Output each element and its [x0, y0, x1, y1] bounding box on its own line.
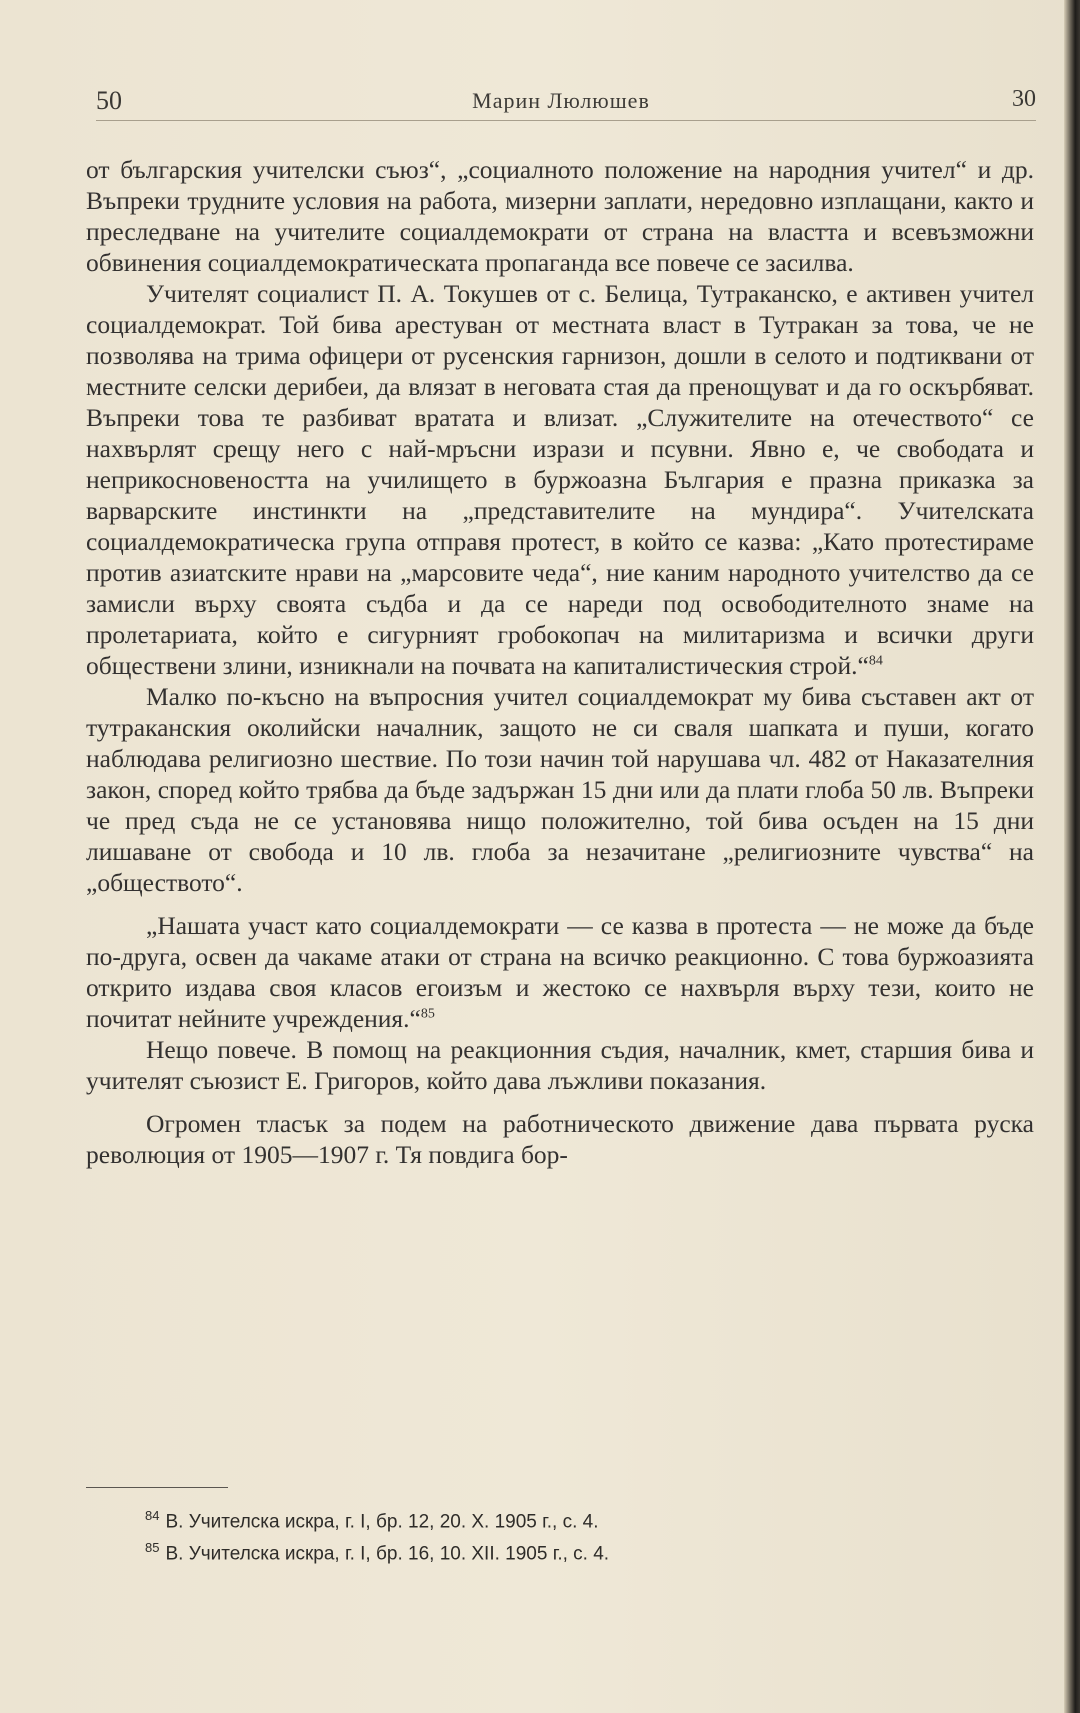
footnote	[145, 1503, 945, 1535]
binding-edge	[1064, 0, 1080, 1713]
paragraph-text: Огромен тласък за подем на работническото движение дава първата руска революция от 1905—1907 г. Тя повдига бор-	[86, 1109, 1034, 1169]
footnote-text: В. Учителска искра, г. I, бр. 16, 10. XII. 1905 г., с. 4.	[165, 1543, 610, 1565]
page-number: 50	[96, 86, 122, 115]
footnote-number: 84	[145, 1508, 160, 1523]
running-header	[86, 82, 1036, 122]
issue-number: 30	[1012, 86, 1036, 112]
footnote-text: В. Учителска искра, г. I, бр. 12, 20. X. 1905 г., с. 4.	[165, 1511, 599, 1533]
footnote-rule	[86, 1487, 228, 1488]
paragraph	[86, 154, 1034, 278]
paragraph	[86, 278, 1034, 681]
header-rule	[96, 120, 1036, 121]
footnotes	[145, 1503, 945, 1568]
paragraph	[86, 681, 1034, 898]
paragraph-text: „Нашата участ като социалдемократи — се казва в протеста — не може да бъде по-друга, освен да чакаме атаки от страна на всичко реакционно. С това буржоазията открито издава своя класов егоизъм и жестоко се нахвърля върху тези, които не почитат нейните учреждения.“	[86, 911, 1034, 1033]
footnote-number: 85	[145, 1540, 160, 1556]
footnote-ref: 84	[868, 653, 883, 669]
paragraph-text: Нещо повече. В помощ на реакционния съдия, началник, кмет, старшия бива и учителят съюзист Е. Григоров, който дава лъжливи показания.	[86, 1035, 1034, 1095]
footnote	[145, 1535, 945, 1567]
paragraph-text: Учителят социалист П. А. Токушев от с. Белица, Тутраканско, е активен учител социалдемократ. Той бива арестуван от местната власт в Тутракан за това, че не позволява на трима офицери от русенския гарнизон, дошли в селото и подтиквани от местните селски дерибеи, да влязат в неговата стая да пренощуват и да го оскърбяват. Въпреки това те разбиват вратата и влизат. „Служителите на отечеството“ се нахвърлят срещу него с най-мръсни изрази и псувни. Явно е, че свободата и неприкосновеността на училището в буржоазна България е празна приказка за варварските инстинкти на „представителите на мундира“. Учителската социалдемократическа група отправя протест, в който се казва: „Като протестираме против азиатските нрави на „марсовите чеда“, ние каним народното учителство да се замисли върху своята съдба и да се нареди под освободителното знаме на пролетариата, който е сигурният гробокопач на милитаризма и всички други обществени злини, изникнали на почвата на капиталистическия строй.“	[86, 279, 1034, 680]
paragraph-text: Малко по-късно на въпросния учител социалдемократ му бива съставен акт от тутраканския околийски началник, защото не си сваля шапката и пуши, когато наблюдава религиозно шествие. По този начин той нарушава чл. 482 от Наказателния закон, според който трябва да бъде задържан 15 дни или да плати глоба 50 лв. Въпреки че пред съда не се установява нищо положително, той бива осъден на 15 дни лишаване от свобода и 10 лв. глоба за незачитане „религиозните чувства“ на „обществото“.	[86, 682, 1034, 897]
body-text	[86, 154, 1034, 1170]
paragraph	[86, 1108, 1034, 1170]
paragraph	[86, 1034, 1034, 1096]
paragraph-text: от българския учителски съюз“, „социалното положение на народния учител“ и др. Въпреки трудните условия на работа, мизерни заплати, нередовно изплащани, както и преследване на учителите социалдемократи от страна на властта и всевъзможни обвинения социалдемократическата пропаганда все повече се засилва.	[86, 155, 1034, 277]
footnote-ref: 85	[420, 1006, 435, 1022]
running-head-author: Марин Люлюшев	[472, 88, 650, 113]
paragraph	[86, 910, 1034, 1034]
